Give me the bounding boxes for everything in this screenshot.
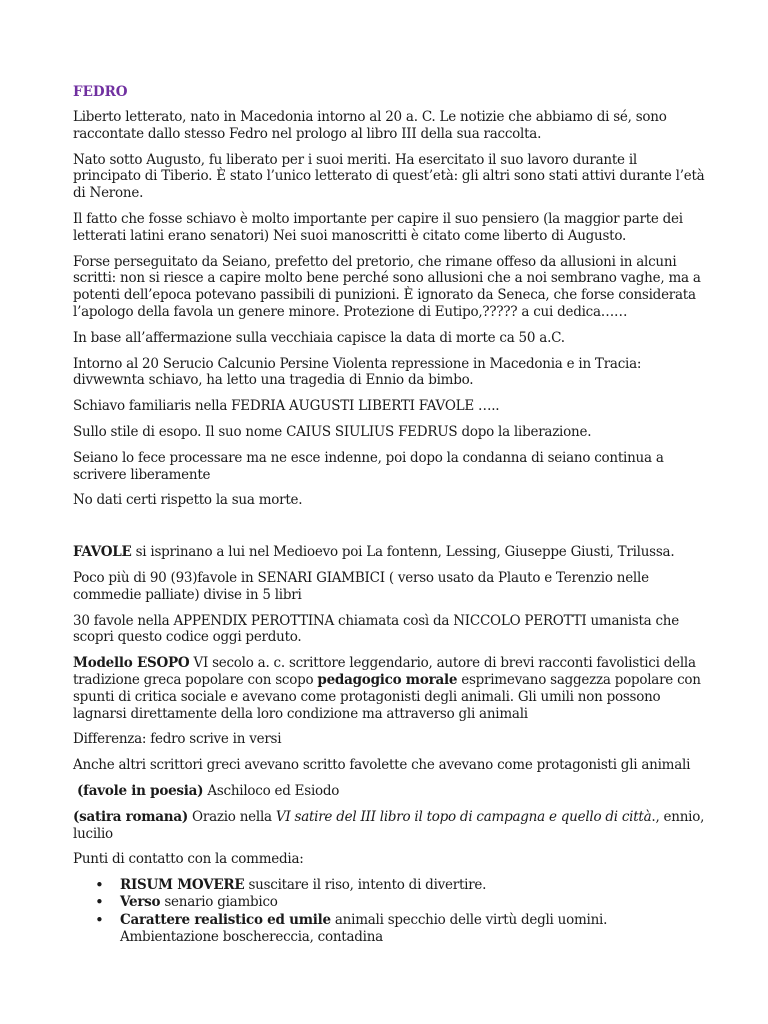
- satira-label: (satira romana): [73, 808, 189, 825]
- paragraph-seiano: Forse perseguitato da Seiano, prefetto del pretorio, che rimane offeso da allusioni in alcuni scritti: non si riesce a capire molto bene perché sono allusioni che a noi sembrano vaghe, ma a potenti dell’epoca potevano passibili di punizioni. È ignorato da Seneca, che forse considerata l’apologo della favola un genere minore. Protezione di Eutipo,????? a cui dedica……: [73, 253, 701, 320]
- list-item: [120, 912, 708, 946]
- bullet-list: [73, 877, 708, 946]
- paragraph-modello-esopo: [73, 655, 708, 722]
- paragraph-bio: Liberto letterato, nato in Macedonia intorno al 20 a. C. Le notizie che abbiamo di sé, sono raccontate dallo stesso Fedro nel prologo al libro III della sua raccolta.: [73, 109, 667, 142]
- paragraph-poesia: [73, 783, 708, 800]
- satira-text-2: ., ennio, lucilio: [73, 808, 705, 842]
- paragraph-familiaris: Schiavo familiaris nella FEDRIA AUGUSTI LIBERTI FAVOLE …..: [73, 398, 500, 415]
- bullet-label: Verso: [120, 894, 161, 911]
- paragraph-favole-intro: [73, 544, 708, 561]
- list-item: [120, 877, 708, 894]
- paragraph-stile: Sullo stile di esopo. Il suo nome CAIUS SIULIUS FEDRUS dopo la liberazione.: [73, 423, 592, 440]
- poesia-text: Aschiloco ed Esiodo: [203, 782, 340, 799]
- paragraph-altri-scrittori: Anche altri scrittori greci avevano scritto favolette che avevano come protagonisti gli animali: [73, 757, 691, 774]
- modello-bold-2: pedagogico morale: [317, 671, 458, 688]
- paragraph-schiavo: Il fatto che fosse schiavo è molto importante per capire il suo pensiero (la maggior parte dei letterati latini erano senatori) Nei suoi manoscritti è citato come liberto di Augusto.: [73, 210, 683, 244]
- bullet-label: RISUM MOVERE: [120, 877, 245, 894]
- modello-text-1: VI secolo a. c. scrittore leggendario, autore di brevi racconti favolistici della tradizione greca popolare con scopo: [73, 655, 696, 688]
- list-item: [120, 894, 708, 911]
- paragraph-appendix: 30 favole nella APPENDIX PEROTTINA chiamata così da NICCOLO PEROTTI umanista che scopri questo codice oggi perduto.: [73, 612, 679, 646]
- paragraph-senari: Poco più di 90 (93)favole in SENARI GIAMBICI ( verso usato da Plauto e Terenzio nelle commedie palliate) divise in 5 libri: [73, 569, 649, 603]
- bullet-text: animali specchio delle virtù degli uomini. Ambientazione boschereccia, contadina: [120, 911, 608, 945]
- paragraph-macedonia: Intorno al 20 Serucio Calcunio Persine Violenta repressione in Macedonia e in Tracia: divwewnta schiavo, ha letto una tragedia di Ennio da bimbo.: [73, 355, 642, 389]
- paragraph-augusto: Nato sotto Augusto, fu liberato per i suoi meriti. Ha esercitato il suo lavoro durante il principato di Tiberio. È stato l’unico letterato di quest’età: gli altri sono stati attivi durante l’età di Nerone.: [73, 151, 705, 202]
- favole-heading: FAVOLE: [73, 544, 132, 561]
- paragraph-morte: No dati certi rispetto la sua morte.: [73, 492, 303, 509]
- bullet-text: suscitare il riso, intento di divertire.: [244, 877, 487, 894]
- satira-italic: VI satire del III libro il topo di campagna e quello di città: [275, 808, 652, 825]
- poesia-label: (favole in poesia): [77, 782, 204, 799]
- paragraph-punti-contatto: Punti di contatto con la commedia:: [73, 851, 304, 868]
- paragraph-satira: [73, 809, 708, 843]
- satira-text-1: Orazio nella: [188, 808, 276, 825]
- modello-label: Modello ESOPO: [73, 655, 190, 672]
- favole-intro-text: si isprinano a lui nel Medioevo poi La fontenn, Lessing, Giuseppe Giusti, Trilussa.: [131, 544, 675, 561]
- paragraph-processo: Seiano lo fece processare ma ne esce indenne, poi dopo la condanna di seiano continua a scrivere liberamente: [73, 449, 664, 483]
- bullet-text: senario giambico: [160, 894, 278, 911]
- bullet-label: Carattere realistico ed umile: [120, 911, 331, 928]
- section-gap: [73, 518, 708, 544]
- modello-text-2: esprimevano saggezza popolare con spunti di critica sociale e avevano come protagonisti degli animali. Gli umili non possono lagnarsi direttamente della loro condizione ma attraverso gli animali: [73, 671, 701, 722]
- document-title: FEDRO: [73, 84, 128, 100]
- paragraph-vecchiaia: In base all’affermazione sulla vecchiaia capisce la data di morte ca 50 a.C.: [73, 329, 565, 346]
- paragraph-differenza: Differenza: fedro scrive in versi: [73, 731, 282, 748]
